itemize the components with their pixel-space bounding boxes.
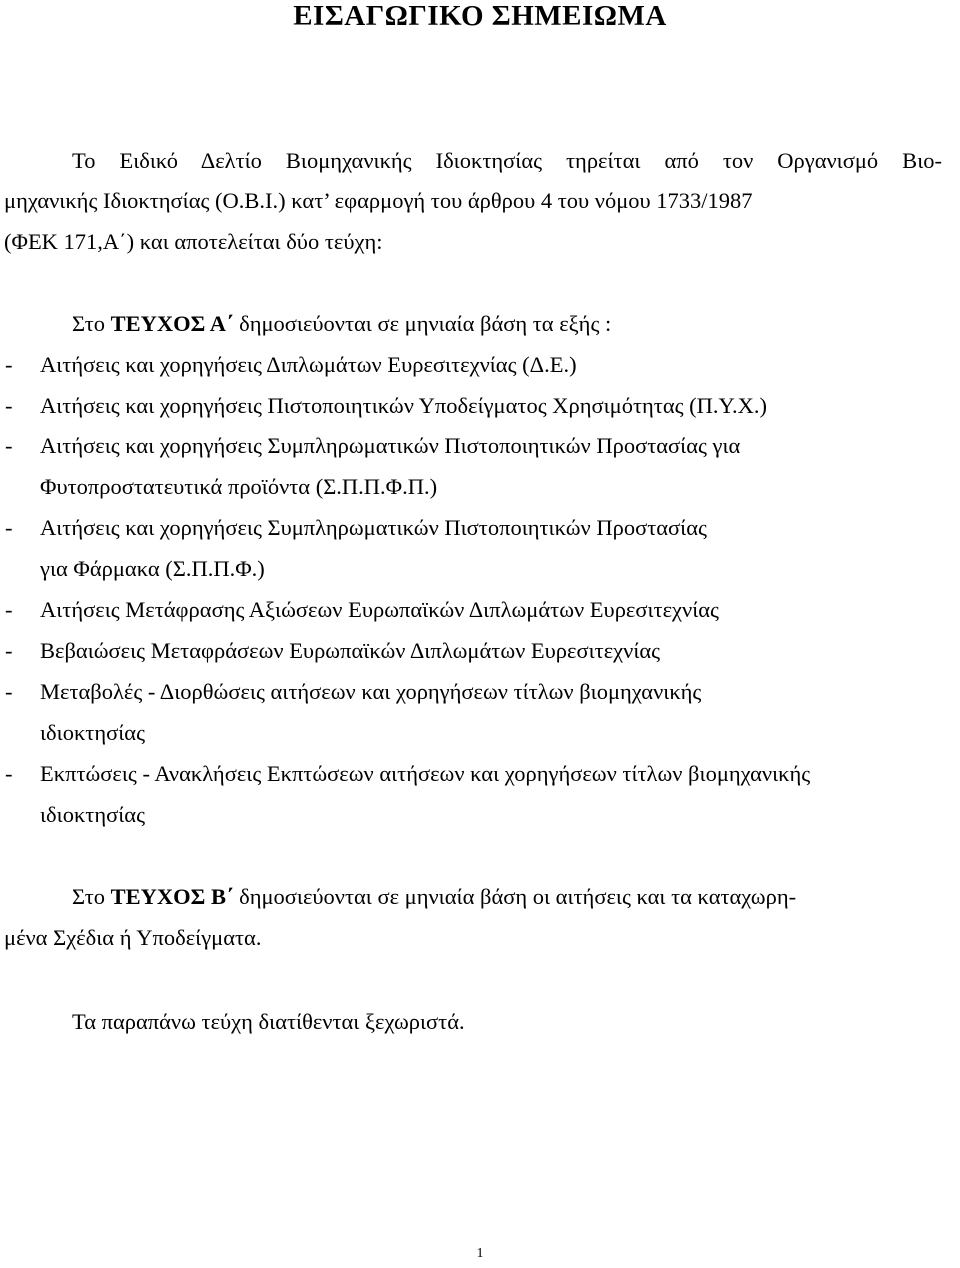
list-item-ekptoseis-line-2: ιδιοκτησίας (40, 802, 145, 827)
list-item-dash: - (5, 597, 13, 622)
list-item-dash: - (5, 638, 13, 663)
document-title: ΕΙΣΑΓΩΓΙΚΟ ΣΗΜΕΙΩΜΑ (293, 0, 667, 32)
closing-statement: Τα παραπάνω τεύχη διατίθενται ξεχωριστά. (72, 1009, 465, 1034)
teuxos-a-intro (72, 313, 611, 336)
intro-line-3: (ΦΕΚ 171,Α΄) και αποτελείται δύο τεύχη: (4, 229, 383, 254)
list-item-metafrasi: Αιτήσεις Μετάφρασης Αξιώσεων Ευρωπαϊκών Διπλωμάτων Ευρεσιτεχνίας (40, 597, 719, 622)
teuxos-b-suffix: δημοσιεύονται σε μηνιαία βάση οι αιτήσεις και τα καταχωρη- (233, 884, 797, 909)
list-item-dash: - (5, 679, 13, 704)
list-item-pyx: Αιτήσεις και χορηγήσεις Πιστοποιητικών Υποδείγματος Χρησιμότητας (Π.Υ.Χ.) (40, 393, 767, 418)
teuxos-a-prefix: Στο (72, 311, 111, 336)
teuxos-b-line-1 (72, 886, 796, 909)
list-item-vevaioseis: Βεβαιώσεις Μεταφράσεων Ευρωπαϊκών Διπλωμάτων Ευρεσιτεχνίας (40, 638, 661, 663)
list-item-metavoles-line-2: ιδιοκτησίας (40, 720, 145, 745)
list-item-sppf-line-2: για Φάρμακα (Σ.Π.Π.Φ.) (40, 556, 265, 581)
list-item-dash: - (5, 352, 13, 377)
list-item-sppf-line-1: Αιτήσεις και χορηγήσεις Συμπληρωματικών Πιστοποιητικών Προστασίας (40, 515, 707, 540)
teuxos-b-prefix: Στο (72, 884, 111, 909)
intro-line-1: Το Ειδικό Δελτίο Βιομηχανικής Ιδιοκτησίας τηρείται από τον Οργανισμό Βιο- (72, 148, 942, 173)
teuxos-b-label: ΤΕΥΧΟΣ Β΄ (110, 884, 234, 909)
intro-line-2: μηχανικής Ιδιοκτησίας (Ο.Β.Ι.) κατ’ εφαρμογή του άρθρου 4 του νόμου 1733/1987 (4, 188, 753, 213)
list-item-dash: - (5, 761, 13, 786)
teuxos-a-label: ΤΕΥΧΟΣ Α΄ (110, 311, 234, 336)
teuxos-a-suffix: δημοσιεύονται σε μηνιαία βάση τα εξής : (233, 311, 612, 336)
list-item-dash: - (5, 515, 13, 540)
list-item-dash: - (5, 433, 13, 458)
list-item-ekptoseis-line-1: Εκπτώσεις - Ανακλήσεις Εκπτώσεων αιτήσεων και χορηγήσεων τίτλων βιομηχανικής (40, 761, 811, 786)
list-item-sppfp-line-1: Αιτήσεις και χορηγήσεις Συμπληρωματικών Πιστοποιητικών Προστασίας για (40, 433, 741, 458)
list-item-metavoles-line-1: Μεταβολές - Διορθώσεις αιτήσεων και χορηγήσεων τίτλων βιομηχανικής (40, 679, 702, 704)
teuxos-b-line-2: μένα Σχέδια ή Υποδείγματα. (4, 925, 262, 950)
list-item-sppfp-line-2: Φυτοπροστατευτικά προϊόντα (Σ.Π.Π.Φ.Π.) (40, 474, 438, 499)
list-item-dash: - (5, 393, 13, 418)
list-item-diplomata: Αιτήσεις και χορηγήσεις Διπλωμάτων Ευρεσιτεχνίας (Δ.Ε.) (40, 352, 577, 377)
page-number: 1 (476, 1246, 484, 1261)
